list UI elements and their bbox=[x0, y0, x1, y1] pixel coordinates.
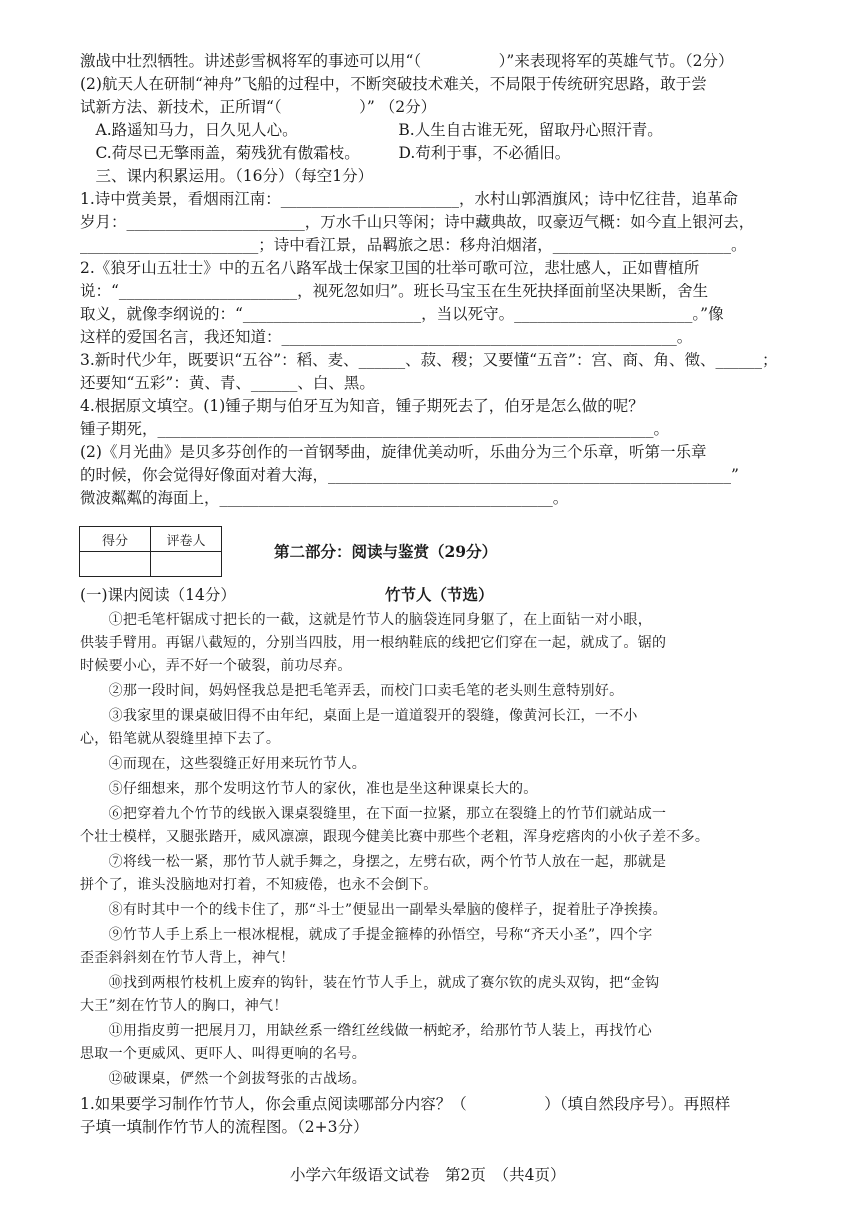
score-table bbox=[79, 526, 222, 577]
text-line: 激战中壮烈牺牲。讲述彭雪枫将军的事迹可以用“（ ）”来表现将军的英雄气节。（2分） bbox=[80, 52, 734, 70]
text-line: 锺子期死，________________________________________________________________。 bbox=[80, 420, 670, 438]
passage-line: ⑤仔细想来，那个发明这竹节人的家伙，准也是坐这种课桌长大的。 bbox=[80, 781, 538, 797]
passage-line: 时候要小心，弄不好一个破裂，前功尽弃。 bbox=[80, 658, 352, 674]
passage-line: ②那一段时间，妈妈怪我总是把毛笔弄丢，而校门口卖毛笔的老头则生意特别好。 bbox=[80, 683, 624, 699]
passage-line: 思取一个更威风、更吓人、叫得更响的名号。 bbox=[80, 1046, 366, 1062]
passage-line: ①把毛笔杆锯成寸把长的一截，这就是竹节人的脑袋连同身躯了，在上面钻一对小眼， bbox=[80, 612, 652, 628]
text-line: 说：“_______________________，视死忽如归”。班长马宝玉在生死抉择面前坚决果断，舍生 bbox=[80, 282, 709, 300]
section2-title: 第二部分：阅读与鉴赏（29分） bbox=[274, 542, 498, 561]
question-line: 1.如果要学习制作竹节人，你会重点阅读哪部分内容？（ ）（填自然段序号）。再照样 bbox=[80, 1095, 731, 1113]
passage-line: ⑧有时其中一个的线卡住了，那“斗士”便显出一副晕头晕脑的傻样子，捉着肚子净挨揍。 bbox=[80, 902, 667, 918]
text-line: 这样的爱国名言，我还知道：___________________________________________________。 bbox=[80, 328, 693, 346]
question-line: 子填一填制作竹节人的流程图。（2+3分） bbox=[80, 1118, 369, 1136]
text-line: 还要知“五彩”：黄、青、______、白、黑。 bbox=[80, 374, 375, 392]
text-line: 微波粼粼的海面上，___________________________________________。 bbox=[80, 489, 569, 507]
text-line: 3.新时代少年，既要识“五谷”：稻、麦、______、菽、稷；又要懂“五音”：宫、商、角、徵、______； bbox=[80, 351, 778, 369]
grader-cell[interactable] bbox=[151, 552, 222, 577]
passage-line: ⑪用指皮剪一把展月刀，用缺丝系一绺红丝线做一柄蛇矛，给那竹节人装上，再找竹心 bbox=[80, 1023, 652, 1039]
passage-line: ⑨竹节人手上系上一根冰棍棍，就成了手提金箍棒的孙悟空，号称“齐天小圣”，四个字 bbox=[80, 927, 653, 943]
passage-line: 拼个了，谁头没脑地对打着，不知疲倦，也永不会倒下。 bbox=[80, 877, 438, 893]
reading-label: (一)课内阅读（14分） bbox=[80, 586, 236, 604]
option-line: C.荷尽已无擎雨盖，菊残犹有傲霜枝。 D.苟利于事，不必循旧。 bbox=[80, 144, 571, 162]
text-line: (2)《月光曲》是贝多芬创作的一首钢琴曲，旋律优美动听，乐曲分为三个乐章，听第一乐章 bbox=[80, 443, 707, 461]
text-line: 岁月：_______________________，万水千山只等闲；诗中藏典故，叹豪迈气概：如今直上银河去， bbox=[80, 213, 755, 231]
passage-line: ⑫破课桌，俨然一个剑拔弩张的古战场。 bbox=[80, 1071, 366, 1087]
text-line: 取义，就像李纲说的：“_______________________，当以死守。_______________________。”像 bbox=[80, 305, 724, 323]
score-header: 得分 bbox=[80, 527, 151, 552]
text-line: 2.《狼牙山五壮士》中的五名八路军战士保家卫国的壮举可歌可泣，悲壮感人，正如曹植所 bbox=[80, 259, 700, 277]
section-heading: 三、课内积累运用。（16分）（每空1分） bbox=[80, 167, 374, 185]
page-footer: 小学六年级语文试卷 第2页 （共4页） bbox=[290, 1166, 566, 1184]
passage-line: 心，铅笔就从裂缝里掉下去了。 bbox=[80, 731, 281, 747]
passage-line: 个壮士模样，又腿张踏开，威风凛凛，跟现今健美比赛中那些个老粗，浑身疙瘩肉的小伙子差不多。 bbox=[80, 829, 710, 845]
grader-header: 评卷人 bbox=[151, 527, 222, 552]
text-line: (2)航天人在研制“神舟”飞船的过程中，不断突破技术难关，不局限于传统研究思路，敢于尝 bbox=[80, 75, 707, 93]
text-line: 的时候，你会觉得好像面对着大海，____________________________________________________” bbox=[80, 466, 739, 484]
passage-title: 竹节人（节选） bbox=[385, 585, 494, 604]
text-line: 1.诗中赏美景，看烟雨江南：_______________________，水村山郭酒旗风；诗中忆往昔，追革命 bbox=[80, 190, 739, 208]
score-cell[interactable] bbox=[80, 552, 151, 577]
passage-line: 供装手臂用。再锯八截短的，分别当四肢，用一根纳鞋底的线把它们穿在一起，就成了。锯的 bbox=[80, 635, 667, 651]
passage-line: 大王”刻在竹节人的胸口，神气！ bbox=[80, 998, 288, 1014]
passage-line: ③我家里的课桌破旧得不由年纪，桌面上是一道道裂开的裂缝，像黄河长江，一不小 bbox=[80, 708, 638, 724]
passage-line: ⑥把穿着九个竹节的线嵌入课桌裂缝里，在下面一拉紧，那立在裂缝上的竹节们就站成一 bbox=[80, 806, 667, 822]
text-line: 试新方法、新技术，正所谓“（ ）” （2分） bbox=[80, 98, 437, 116]
passage-line: ⑦将线一松一紧，那竹节人就手舞之，身摆之，左劈右砍，两个竹节人放在一起，那就是 bbox=[80, 854, 667, 870]
passage-line: ⑩找到两根竹枝机上废弃的钩针，装在竹节人手上，就成了赛尔钦的虎头双钩，把“金钩 bbox=[80, 975, 660, 991]
option-line: A.路遥知马力，日久见人心。 B.人生自古谁无死，留取丹心照汗青。 bbox=[80, 121, 663, 139]
passage-line: 歪歪斜斜刻在竹节人背上，神气！ bbox=[80, 950, 295, 966]
text-line: 4.根据原文填空。(1)锺子期与伯牙互为知音，锺子期死去了，伯牙是怎么做的呢？ bbox=[80, 397, 644, 415]
text-line: _______________________；诗中看江景，品羁旅之思：移舟泊烟渚，_______________________。 bbox=[80, 236, 747, 254]
passage-line: ④而现在，这些裂缝正好用来玩竹节人。 bbox=[80, 756, 366, 772]
